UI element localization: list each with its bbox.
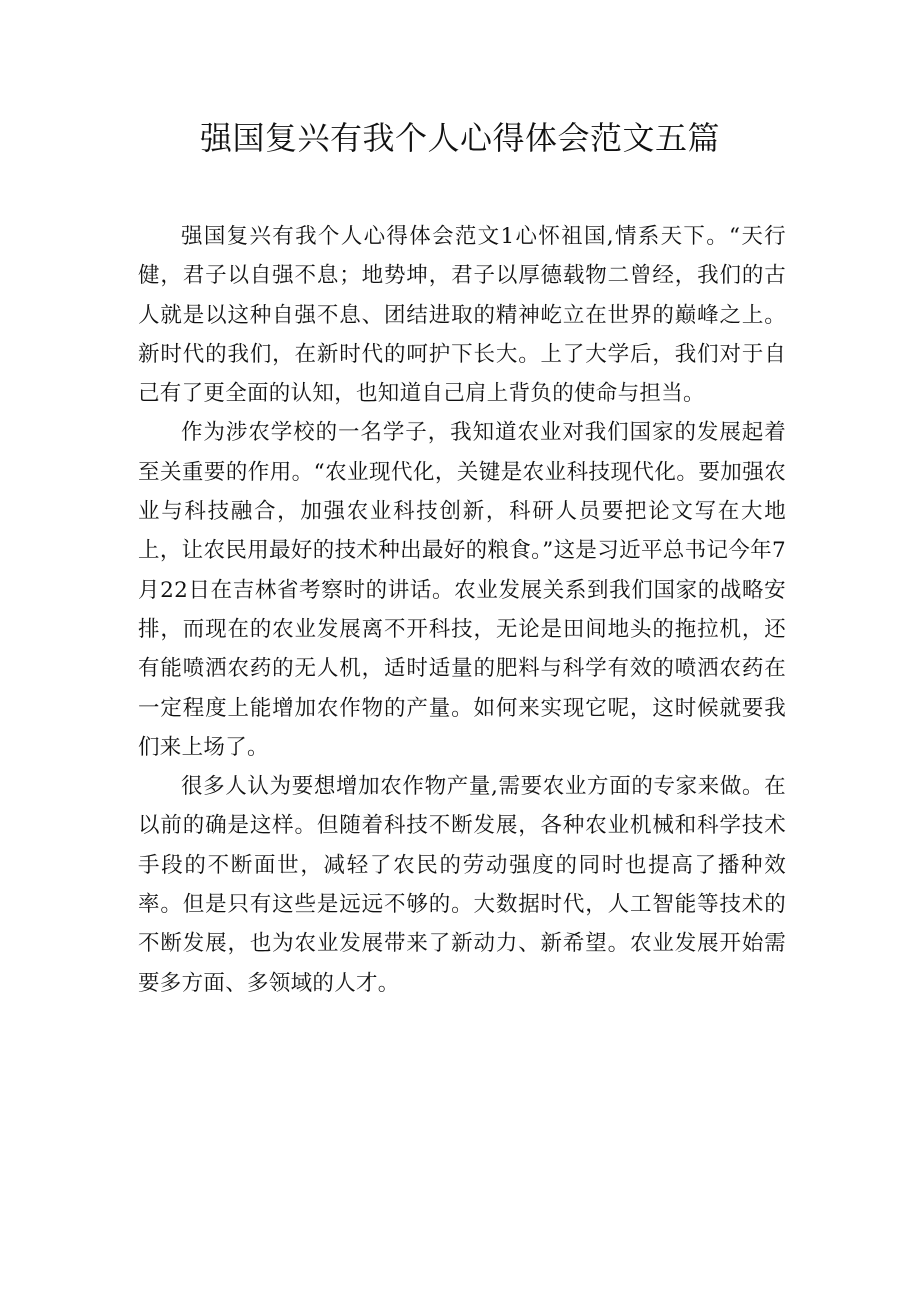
paragraph-2: 作为涉农学校的一名学子，我知道农业对我们国家的发展起着至关重要的作用。“农业现代化，关键是农业科技现代化。要加强农业与科技融合，加强农业科技创新，科研人员要把论文写在大地上，让农民用最好的技术种出最好的粮食。”这是习近平总书记今年7月22日在吉林省考察时的讲话。农业发展关系到我们国家的战略安排，而现在的农业发展离不开科技，无论是田间地头的拖拉机，还有能喷洒农药的无人机，适时适量的肥料与科学有效的喷洒农药在一定程度上能增加农作物的产量。如何来实现它呢，这时候就要我们来上场了。 [138,420,786,760]
paragraph-3: 很多人认为要想增加农作物产量,需要农业方面的专家来做。在以前的确是这样。但随着科技不断发展，各种农业机械和科学技术手段的不断面世，减轻了农民的劳动强度的同时也提高了播种效率。但是只有这些是远远不够的。大数据时代，人工智能等技术的不断发展，也为农业发展带来了新动力、新希望。农业发展开始需要多方面、多领域的人才。 [138,774,786,996]
paragraph-1: 强国复兴有我个人心得体会范文1心怀祖国,情系天下。“天行健，君子以自强不息；地势坤，君子以厚德载物二曾经，我们的古人就是以这种自强不息、团结进取的精神屹立在世界的巅峰之上。新时代的我们，在新时代的呵护下长大。上了大学后，我们对于自己有了更全面的认知，也知道自己肩上背负的使命与担当。 [138,224,786,407]
document-title: 强国复兴有我个人心得体会范文五篇 [199,119,720,157]
document-body [138,217,786,1003]
